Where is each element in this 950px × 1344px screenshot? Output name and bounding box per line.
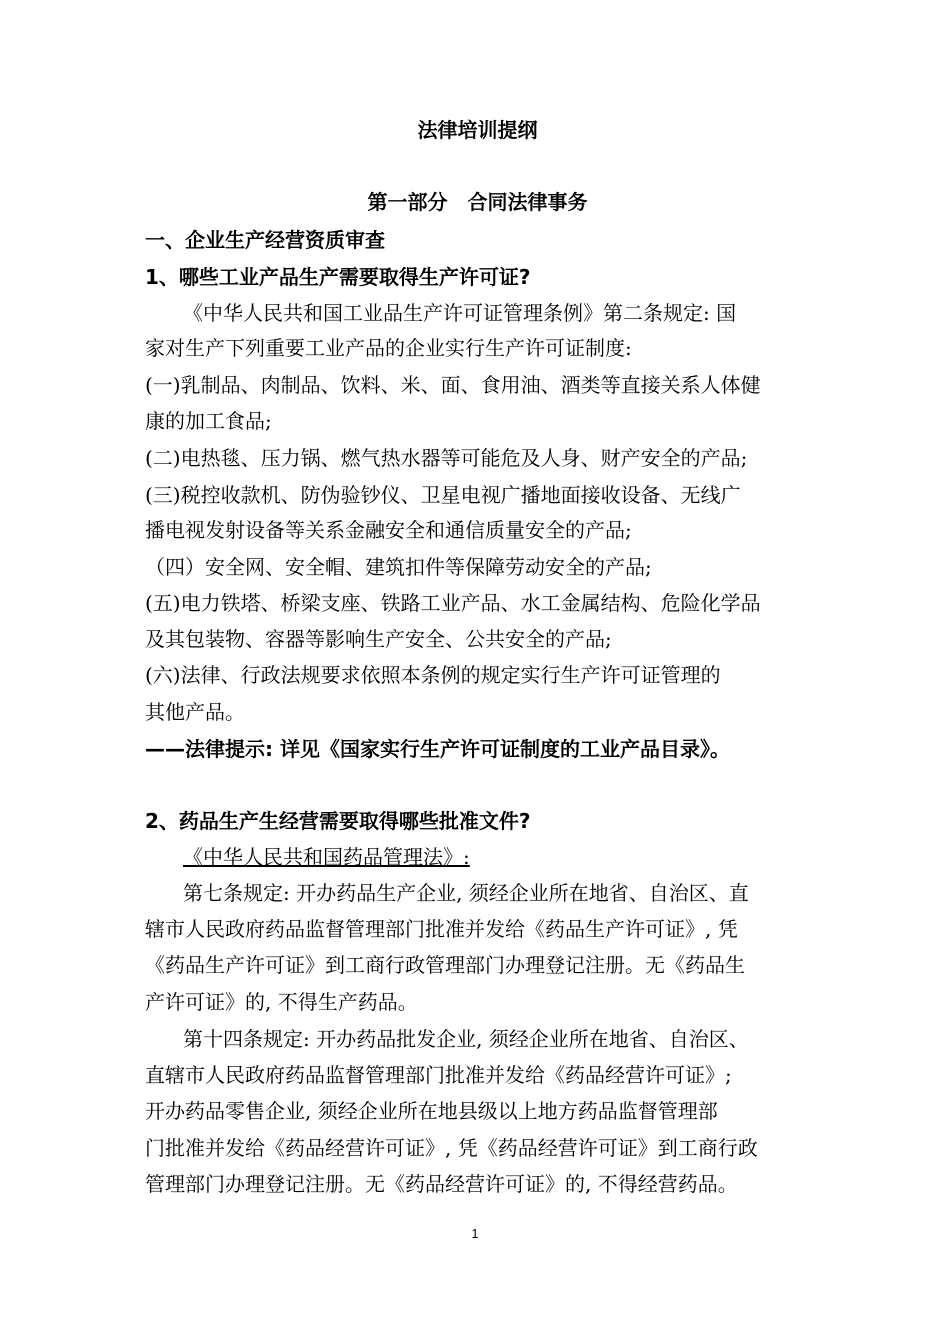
part-heading: 第一部分 合同法律事务 bbox=[367, 190, 588, 214]
paragraph-line: （四）安全网、安全帽、建筑扣件等保障劳动安全的产品; bbox=[145, 555, 652, 579]
page-number: 1 bbox=[471, 1226, 479, 1241]
paragraph-line: 直辖市人民政府药品监督管理部门批准并发给《药品经营许可证》; bbox=[145, 1063, 732, 1087]
paragraph-line: 门批准并发给《药品经营许可证》, 凭《药品经营许可证》到工商行政 bbox=[145, 1136, 758, 1160]
paragraph-line: (六)法律、行政法规要求依照本条例的规定实行生产许可证管理的 bbox=[145, 663, 721, 687]
document-title: 法律培训提纲 bbox=[417, 118, 538, 142]
paragraph-line: 第十四条规定: 开办药品批发企业, 须经企业所在地省、自治区、 bbox=[183, 1027, 749, 1051]
law-title-text: 《中华人民共和国药品管理法》: bbox=[183, 845, 470, 869]
paragraph-line: 开办药品零售企业, 须经企业所在地县级以上地方药品监督管理部 bbox=[145, 1099, 718, 1123]
paragraph-line: 《中华人民共和国工业品生产许可证管理条例》第二条规定: 国 bbox=[183, 301, 737, 325]
paragraph-line: (五)电力铁塔、桥梁支座、铁路工业产品、水工金属结构、危险化学品 bbox=[145, 591, 761, 615]
paragraph-line: (三)税控收款机、防伪验钞仪、卫星电视广播地面接收设备、无线广 bbox=[145, 483, 741, 507]
question-1-heading: 1、哪些工业产品生产需要取得生产许可证? bbox=[145, 265, 531, 289]
paragraph-line: 管理部门办理登记注册。无《药品经营许可证》的, 不得经营药品。 bbox=[145, 1172, 738, 1196]
paragraph-line: (一)乳制品、肉制品、饮料、米、面、食用油、酒类等直接关系人体健 bbox=[145, 373, 761, 397]
paragraph-line: 家对生产下列重要工业产品的企业实行生产许可证制度: bbox=[145, 336, 632, 360]
paragraph-line: 播电视发射设备等关系金融安全和通信质量安全的产品; bbox=[145, 518, 632, 542]
question-2-heading: 2、药品生产生经营需要取得哪些批准文件? bbox=[145, 809, 531, 833]
section-heading: 一、企业生产经营资质审查 bbox=[145, 228, 385, 252]
paragraph-line: 《药品生产许可证》到工商行政管理部门办理登记注册。无《药品生 bbox=[145, 953, 745, 977]
paragraph-line: 辖市人民政府药品监督管理部门批准并发给《药品生产许可证》, 凭 bbox=[145, 917, 738, 941]
law-title bbox=[145, 839, 810, 875]
paragraph-line: 其他产品。 bbox=[145, 700, 245, 724]
paragraph-line: 康的加工食品; bbox=[145, 409, 272, 433]
paragraph-line: (二)电热毯、压力锅、燃气热水器等可能危及人身、财产安全的产品; bbox=[145, 446, 748, 470]
paragraph-line: 第七条规定: 开办药品生产企业, 须经企业所在地省、自治区、直 bbox=[183, 881, 749, 905]
legal-tip: ——法律提示: 详见《国家实行生产许可证制度的工业产品目录》。 bbox=[145, 737, 730, 761]
paragraph-line: 及其包装物、容器等影响生产安全、公共安全的产品; bbox=[145, 627, 612, 651]
paragraph-line: 产许可证》的, 不得生产药品。 bbox=[145, 990, 418, 1014]
